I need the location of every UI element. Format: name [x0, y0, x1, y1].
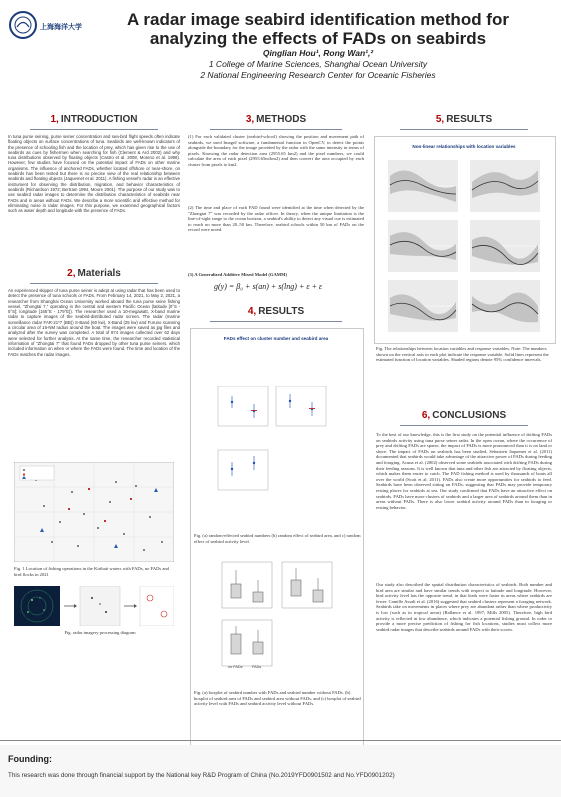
section-materials-heading: 2, Materials — [67, 268, 121, 279]
methods-text-2: (2) The time and place of each FAD found were identified at the time when detected by the "Zhongtai 7" was recorded by the radar officer. In theory, when the unique limitation is the line-of-sight range to the ocean horizon, a seabird's ability to detect any visual cue is estimated to reach no more than 20–50 km. Therefore, seabird schools within 50 km of FADs on the record were noted. — [188, 205, 364, 233]
methods-text-3: (3) A Generalized Additive Mixed Model (GAMM) — [188, 272, 288, 277]
heading-underline — [210, 321, 342, 322]
gamm-formula: g(y) = β₀ + s(an) + s(lng) + ε + ε — [214, 282, 323, 291]
svg-text:上海海洋大学: 上海海洋大学 — [40, 23, 82, 31]
radar-caption: Fig. radar imagery processing diagram — [64, 630, 136, 635]
heading-underline — [400, 129, 528, 130]
heading-underline — [30, 283, 158, 284]
box-label-no-fads: no FADs — [228, 665, 243, 669]
footer-rule — [0, 740, 561, 741]
radar-image-figure — [14, 586, 174, 626]
map-caption: Fig. 1 Location of fishing operations in the Kiribati waters with FADs, no FADs and bird flocks in 2021 — [14, 566, 169, 577]
random-effect-caption: Fig. (a) random-effected seabird numbers (b) random effect of seabird area, and c) random effect of seabird activity level. — [194, 533, 361, 544]
section-introduction-heading: 1, INTRODUCTION — [50, 114, 138, 125]
university-logo — [8, 8, 82, 42]
section-results-right-heading: 5, RESULTS — [435, 114, 493, 125]
authors: Qinglian Hou¹, Rong Wan¹,² — [262, 48, 374, 58]
random-effect-plots — [198, 386, 338, 526]
heading-underline — [30, 129, 158, 130]
nonlinear-title: Non-linear relationships with location variables — [412, 144, 516, 149]
boxplot-caption: Fig. (a) boxplot of seabird number with FADs and seabird number without FADs. (b) boxplot of seabird area of FADs and seabird area without FADs, and (c) boxplot of seabird activity level with FADs and seabird activity level without FADs. — [194, 690, 361, 706]
fad-effect-title: FADs effect on cluster number and seabird area — [223, 336, 329, 341]
funding-heading: Founding: — [8, 754, 52, 764]
nonlinear-caption: Fig. The relationships between location variables and response variables. Note: The numbers shown on the vertical axis in each plot indicate the response variable. Solid lines represent the estimated function of location variables. Shaded regions denote 95% confidence intervals. — [376, 346, 549, 362]
methods-text-1: (1) For each validated cluster (seabird-school) showing the position and movement path of seabirds, we used ImageJ software, a fundamental function in OpenCV, to detect the points alongside the boundary for the image provided by the radar with the same intensity in terms of pixels. Knowing the radar detection area (2955.65 km2) and the pixel numbers, we could calculate the area of each pixel (2955.65m/km2) and then convert the area occupied by each cluster from pixels to km2. — [188, 134, 364, 167]
introduction-text: In tuna purse seining, purse seiner concentration and sea-bird flight speeds often indicate floating objects on surface concentrations of tuna. Seabirds are well-known indicators of the presence of schooling fish and the location of prey, which has given rise to the use of seabirds as cues by fishermen when searching for fish (Clement & Ard 2002) and why tuna distributions observed by floating objects (Castro et al. 2008, Moreno et al. 1998). However, few studies have focused on the potential impact of FADs on other marine organisms. The influence of anchored FADs, whether located offshore or near-shore, on seabirds has been tested but there is no precise view of the real relationship between seabirds and floating objects (Jaquemet et al. 2011). A fishing vessel's radar is an effective instrument for observing the distribution, migration, and behavior characteristics of seabirds (Richardson 1972; Bertram 1994, Moore 2001). The purpose of our study was to use seabird radar images to determine the distribution characteristics of seabirds near FADs and in areas without FADs. We describe a more scientific and effective method for eliminating noise in radar images. For this purpose, we examined geographical factors such as water depth and longitude with the presence of FADs. — [8, 134, 180, 214]
fishing-location-map — [14, 462, 174, 562]
funding-text: This research was done through financial support by the National key R&D Program of China (No.2019YFD0901502 and No.YFD0901202) — [8, 772, 395, 779]
section-methods-heading: 3, METHODS — [245, 114, 307, 125]
box-label-fads: FADs — [252, 665, 262, 669]
conclusions-text-1: To the best of our knowledge, this is the first study on the potential influence of drifting FADs on seabirds activity using tuna purse seiner radar. In the open ocean, where the occurrence of prey and drifting FADs are sparse, the impact of FADs is more pronounced than it is on land or shore. The impact of FADs on seabirds has been studied, Sebastien Jaquemet et al. (2011) documented that seabirds would take advantage of the attractive power of FADs during feeding and foraging. Acuna et al. (2002) observed some seabirds associated with drifting FADs during their feeding seasons. It is well known that tuna and other fish are attracted by floating objects, which makes them easier to catch. The FAD fishing method is used by thousands of boats all over the world (Scott et al. 2011). FADs also create more opportunities for seabirds to feed. Seabirds have been observed sitting on FADs, suggesting that FADs may provide temporary resting places for seabirds at sea. Our study confirmed that FADs have an attractive effect on seabirds. FADs have more clusters of seabirds and a larger area of seabirds around them than in areas without FADs. There is also lower seabird activity around FADs than in foraging or resting behavior. — [376, 432, 552, 510]
poster-title: A radar image seabird identification method for analyzing the effects of FADs on seabirds — [127, 10, 509, 48]
boxplot-figure — [198, 560, 358, 672]
conclusions-text-2: Our study also described the spatial distribution characteristics of seabirds. Both number and bird area are similar and have similar trends with respect to latitude and longitude. However, bird activity level has the opposite trend, in that birds were faster in areas where seabirds are fewer. Camille Assali et al. (2016) suggested that seabird clusters represent a foraging network. Seabirds take on movements in places where prey are abundant rather than where productivity is low (such as in tropical areas) (Ballance et al. 1997; Mills 2005). Therefore, high bird activity is reflected in low abundance, which indicates a potential fishing ground. In order to provide a more precise prediction of fishing for fish locations, studies must collect more seabird radar images that describe seabirds around FADs with their scores. — [376, 582, 552, 632]
materials-text: An experienced skipper of tuna purse seiner is adept at using radar that has been used to detect the presence of tuna schools or FADs. From February 14, 2021, to May 2, 2021, a researcher from Shanghai Ocean University worked aboard the tuna purse seine fishing vessel, "Zhongtai 7," operating in the central and western Pacific Ocean (latitude [0°S - 5°S]; longitude [165°E - 179°E]). The researcher used a 10-megawatt, X-band marine radar to capture images of the seabird-distributed radar screen. The radar (marine surveillance radar FAR-21*7 (BB)) S-Band (60 kw), X-Band (25 kw) and Furuno scanning a circular area of 16-NM radius around the boat. The images were saved as jpg files and analyzed after the survey was completed. A total of 874 images collected over 62 days were selected for further analysis. At the same time, the researcher recorded statistical information of "Zhongtai 7" that found FADs dropped by other tuna purse seiners, which included information on when or where the FADs were found. The time and location of the FADs matches the radar images. — [8, 288, 180, 357]
section-conclusions-heading: 6, CONCLUSIONS — [421, 410, 507, 421]
poster-header — [0, 0, 561, 88]
affiliation-1: 1 College of Marine Sciences, Shanghai Ocean University — [208, 59, 428, 69]
heading-underline — [210, 129, 342, 130]
affiliation-2: 2 National Engineering Research Center for Oceanic Fisheries — [200, 70, 436, 80]
footer-band — [0, 745, 561, 797]
section-results-heading: 4, RESULTS — [247, 306, 305, 317]
gamm-smooth-plots — [384, 156, 544, 340]
heading-underline — [400, 425, 528, 426]
